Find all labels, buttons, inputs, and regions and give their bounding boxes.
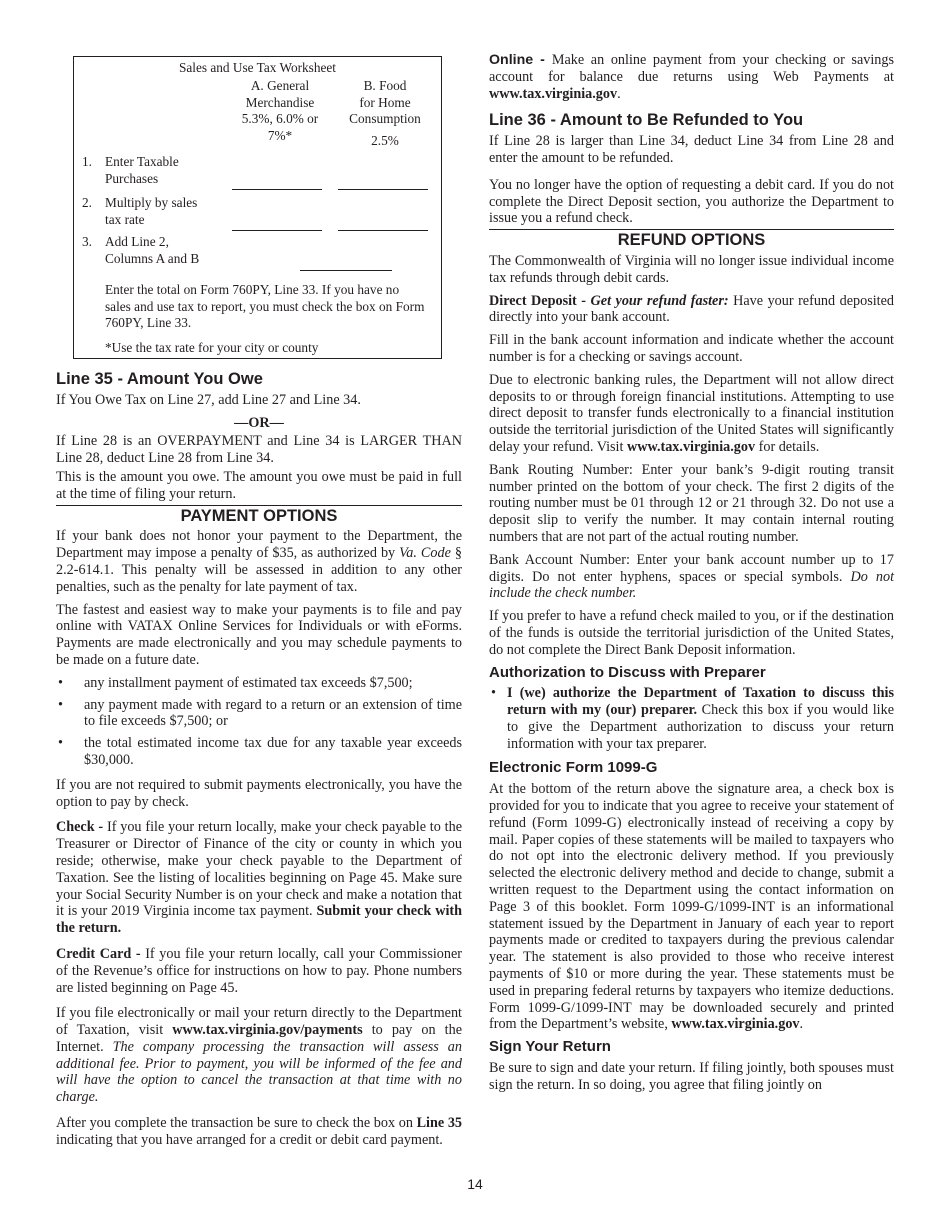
row-label-line2: Columns A and B — [105, 250, 200, 266]
sign-paragraph: Be sure to sign and date your return. If filing jointly, both spouses must sign the return. In so doing, you agree that filing jointly on — [489, 1060, 894, 1093]
credit-card-paragraph — [56, 946, 462, 996]
online-paragraph — [489, 52, 894, 102]
text: I (we) authorize the Department of Taxation to discuss this return with my (our) preparer. — [507, 685, 894, 719]
payment-p3: If you are not required to submit payments electronically, you have the option to pay by check. — [56, 776, 462, 810]
list-item — [489, 685, 894, 752]
refund-faster: Get your refund faster: — [590, 292, 729, 309]
after-transaction-paragraph — [56, 1115, 462, 1149]
page-number: 14 — [467, 1176, 483, 1192]
col-a-line1: A. General — [250, 78, 310, 93]
text: indicating that you have arranged for a credit or debit card payment. — [56, 1131, 443, 1148]
row-label-line1: Enter Taxable — [105, 154, 179, 169]
col-b-line1: B. Food — [363, 78, 407, 93]
internet-payment-paragraph — [56, 1005, 462, 1106]
payments-url[interactable]: www.tax.virginia.gov/payments — [172, 1022, 363, 1039]
line35-heading: Line 35 - Amount You Owe — [56, 370, 263, 388]
or-separator: —OR— — [234, 414, 284, 431]
line35-ref: Line 35 — [416, 1115, 463, 1132]
row-label-line1: Add Line 2, — [105, 234, 169, 249]
row-label-line1: Multiply by sales — [105, 195, 198, 210]
fee-note: The company processing the transaction will assess an additional fee. Prior to payment, you will be informed of the fee and will have the option to cancel the transaction at that time with no charge. — [56, 1038, 462, 1106]
text: to pay on the Internet. — [56, 1022, 462, 1055]
direct-deposit-paragraph — [489, 293, 894, 327]
worksheet-row-label — [105, 154, 225, 187]
tax-website-link[interactable]: www.tax.virginia.gov — [489, 85, 618, 102]
line36-p2: You no longer have the option of requesting a debit card. If you do not complete the Direct Deposit section, you authorize the Department to issue you a refund check. — [489, 176, 894, 227]
sign-heading: Sign Your Return — [489, 1038, 611, 1056]
list-item: • any payment made with regard to a return or an extension of time to file exceeds $7,500; or — [56, 697, 462, 731]
form1099-paragraph — [489, 781, 894, 1033]
text: Check this box if you would like to give the Department authorization to discuss your return information with your tax preparer. — [507, 702, 894, 752]
va-code: Va. Code — [399, 545, 451, 562]
worksheet-row-number: 1. — [82, 154, 92, 169]
right-column — [489, 52, 894, 1100]
text: At the bottom of the return above the signature area, a check box is provided for you to indicate that you agree to receive your statement of refund (Form 1099-G) electronically instead of receiving a copy by mail. Paper copies of these statements will be mailed to taxpayers who do not opt into the electronic delivery method. If you previously selected the electronic delivery method and decide to change, submit a written request to the Department using the contact information on Page 3 of this booklet. Form 1099-G/1099-INT is an informational statement issued by the Department in January of each year to report payments made or credited to taxpayers during the previous calendar year. The statement is also provided to those who receive interest payments of $10 or more during the year. These statements must be used in preparing federal returns by taxpayers who itemize deductions. Form 1099-G/1099-INT may be downloaded securely and printed from the Department’s website, — [489, 781, 894, 1033]
preparer-heading: Authorization to Discuss with Preparer — [489, 663, 766, 681]
tax-website-link[interactable]: www.tax.virginia.gov — [626, 438, 756, 455]
row-label-line2: tax rate — [105, 211, 145, 227]
submit-check-note: Submit your check with the return. — [56, 903, 463, 937]
text: Due to electronic banking rules, the Department will not allow direct deposits to or through foreign financial institutions. Attempting to use direct deposit to transfer funds electronically to a financial institution outside the territorial jurisdiction of the United States will significantly delay your refund. Visit — [489, 371, 894, 455]
entry-line-2a — [232, 230, 322, 231]
entry-line-2b — [338, 230, 428, 231]
line35-p2: If Line 28 is an OVERPAYMENT and Line 34 is LARGER THAN Line 28, deduct Line 28 from Line 34. — [56, 433, 462, 467]
payment-options-heading: PAYMENT OPTIONS — [56, 505, 462, 525]
line36-p1: If Line 28 is larger than Line 34, deduct Line 34 from Line 28 and enter the amount to be refunded. — [489, 133, 894, 166]
line35-p3: This is the amount you owe. The amount you owe must be paid in full at the time of filing your return. — [56, 468, 462, 502]
refund-p4 — [489, 372, 894, 456]
text: If your bank does not honor your payment to the Department, the Department may impose a penalty of $35, as authorized by — [56, 528, 462, 562]
list-item: • the total estimated income tax due for any taxable year exceeds $30,000. — [56, 735, 462, 769]
form1099-heading: Electronic Form 1099-G — [489, 759, 658, 777]
col-a-line4: 7%* — [267, 127, 293, 143]
sales-use-tax-worksheet — [73, 56, 442, 359]
col-a-line2: Merchandise — [245, 94, 315, 110]
preparer-bullets — [489, 685, 894, 752]
worksheet-footnote: *Use the tax rate for your city or county — [105, 340, 319, 355]
text: After you complete the transaction be sure to check the box on — [56, 1115, 417, 1132]
left-column — [56, 371, 462, 1155]
text: for details. — [755, 438, 820, 455]
text: . — [799, 1016, 804, 1033]
line35-p1: If You Owe Tax on Line 27, add Line 27 and Line 34. — [56, 391, 361, 408]
refund-p7: If you prefer to have a refund check mailed to you, or if the destination of the funds is outside the territorial jurisdiction of the United States, do not complete the Direct Bank Deposit information. — [489, 608, 894, 658]
row-label-line2: Purchases — [105, 170, 159, 186]
col-b-line4: 2.5% — [371, 132, 399, 148]
entry-line-3 — [300, 270, 392, 271]
text: Have your refund deposited directly into your bank account. — [489, 292, 895, 326]
worksheet-row-label — [105, 234, 225, 267]
check-paragraph — [56, 819, 462, 937]
payment-p1 — [56, 528, 462, 595]
credit-card-label: Credit Card - — [56, 945, 146, 962]
list-item: • any installment payment of estimated tax exceeds $7,500; — [56, 675, 462, 692]
worksheet-title: Sales and Use Tax Worksheet — [178, 60, 337, 75]
account-number-paragraph — [489, 552, 894, 602]
check-label: Check - — [56, 819, 107, 836]
worksheet-column-b-header — [340, 78, 430, 149]
refund-options-heading: REFUND OPTIONS — [489, 229, 894, 249]
payment-bullets — [56, 675, 462, 769]
worksheet-row-number: 2. — [82, 195, 92, 210]
line36-heading: Line 36 - Amount to Be Refunded to You — [489, 111, 804, 130]
text: Bank Account Number: Enter your bank account number up to 17 digits. Do not enter hyphens, spaces or special symbols. — [489, 551, 894, 585]
text: If you file electronically or mail your return directly to the Department of Taxation, visit — [56, 1005, 462, 1039]
col-a-line3: 5.3%, 6.0% or — [241, 111, 319, 126]
worksheet-column-a-header — [232, 78, 328, 144]
text: . — [617, 85, 621, 102]
direct-deposit-label: Direct Deposit - — [489, 292, 591, 309]
worksheet-row-number: 3. — [82, 234, 92, 249]
text: If you file your return locally, make your check payable to the Treasurer or Director of Finance of the city or county in which you reside; otherwise, make your check payable to the Department of Taxation. See the listing of localities beginning on Page 45. Make sure your Social Security Number is on your check and make a notation that it is your 2019 Virginia income tax payment. — [56, 819, 462, 920]
payment-p2: The fastest and easiest way to make your payments is to file and pay online with VATAX Online Services for Individuals or with eForms. Payments are made electronically and you may schedule payments to be made on a future date. — [56, 601, 462, 668]
text: § 2.2-614.1. This penalty will be assessed in addition to any other penalties, such as the penalty for late payment of tax. — [56, 545, 462, 595]
refund-p1: The Commonwealth of Virginia will no longer issue individual income tax refunds through debit cards. — [489, 252, 894, 286]
tax-website-link[interactable]: www.tax.virginia.gov — [671, 1016, 800, 1033]
text: Do not include the check number. — [489, 568, 895, 602]
routing-number-paragraph: Bank Routing Number: Enter your bank’s 9-digit routing transit number printed on the bottom of your check. The first 2 digits of the routing number must be 01 through 12 or 21 through 32. Do not use a deposit slip to verify the number. It may contain internal routing numbers that are not part of the actual routing number. — [489, 461, 894, 545]
col-b-line2: for Home — [359, 94, 411, 110]
online-label: Online - — [489, 52, 552, 68]
text: Make an online payment from your checking or savings account for balance due returns using Web Payments at — [489, 52, 894, 85]
entry-line-1b — [338, 189, 428, 190]
text: If you file your return locally, call your Commissioner of the Revenue’s office for instructions on how to pay. Phone numbers are listed beginning on Page 45. — [56, 945, 462, 996]
col-b-line3: Consumption — [349, 111, 421, 126]
worksheet-note: Enter the total on Form 760PY, Line 33. If you have no sales and use tax to report, you must check the box on Form 760PY, Line 33. — [105, 282, 425, 330]
worksheet-row-label — [105, 195, 225, 228]
entry-line-1a — [232, 189, 322, 190]
refund-p3: Fill in the bank account information and indicate whether the account number is for a checking or savings account. — [489, 332, 894, 365]
